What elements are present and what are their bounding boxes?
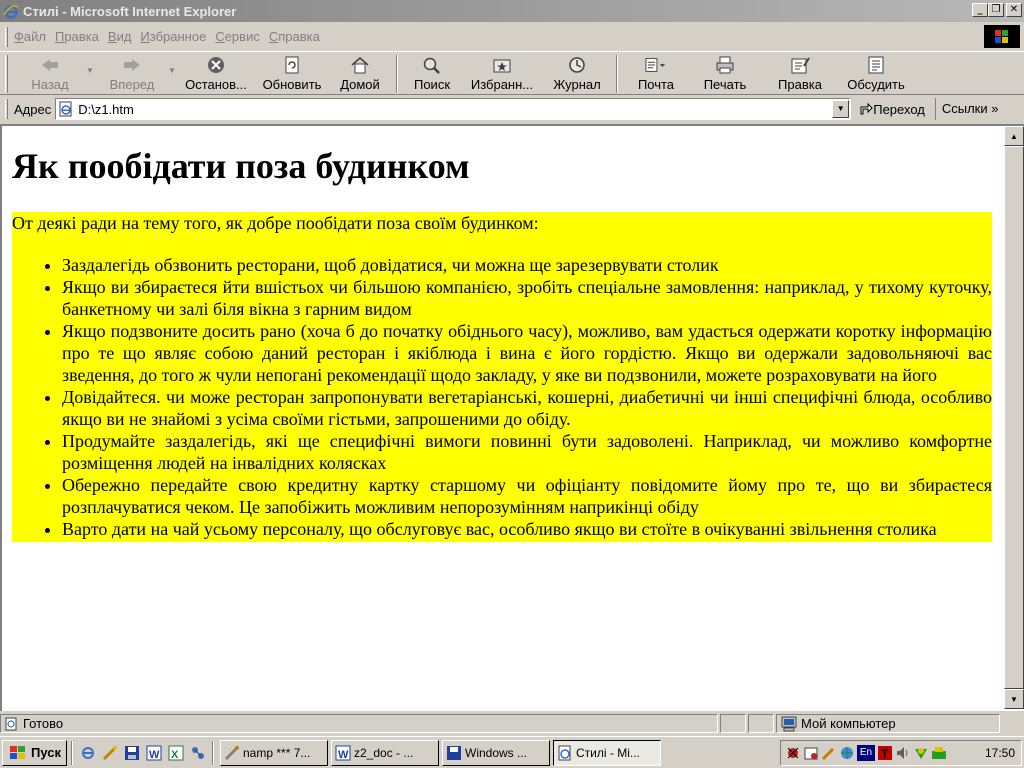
task-button-windows[interactable] <box>442 740 550 766</box>
address-bar <box>0 96 1024 122</box>
toolbar-separator <box>396 55 398 93</box>
task-label: Стилі - Mi... <box>576 745 640 760</box>
zone-pane <box>776 714 1000 733</box>
address-dropdown-icon[interactable]: ▼ <box>832 100 849 118</box>
status-pane <box>0 714 718 733</box>
language-label: En <box>859 747 873 758</box>
floppy-icon <box>446 745 462 761</box>
standard-toolbar <box>0 51 1024 95</box>
quicklaunch-excel-icon[interactable] <box>167 744 185 762</box>
svg-text:X: X <box>171 748 179 761</box>
close-button[interactable]: ✕ <box>1006 3 1022 17</box>
quicklaunch-ie-icon[interactable] <box>79 744 97 762</box>
scroll-down-icon[interactable]: ▼ <box>1004 689 1024 709</box>
address-grip[interactable] <box>5 99 8 119</box>
list-item: • Заздалегідь обзвонить ресторани, щоб довідатися, чи можна ще зарезервувати столик <box>62 254 992 276</box>
web-page <box>2 126 1002 709</box>
refresh-label: Обновить <box>262 77 322 92</box>
discuss-icon <box>865 55 887 75</box>
taskbar <box>0 736 1024 768</box>
task-label: z2_doc - ... <box>354 745 414 760</box>
ie-logo-icon <box>3 3 19 19</box>
go-label: Переход <box>873 101 925 117</box>
home-button[interactable] <box>330 52 390 94</box>
address-url: D:\z1.htm <box>78 101 134 117</box>
page-heading: Як пообідати поза будинком <box>12 146 470 186</box>
favorites-icon <box>491 55 513 75</box>
status-text: Готово <box>23 716 64 731</box>
menu-help[interactable]: Справка <box>268 29 320 44</box>
menu-view[interactable]: Вид <box>107 29 132 44</box>
my-computer-icon <box>780 716 798 732</box>
search-label: Поиск <box>413 77 451 92</box>
taskbar-separator <box>212 741 214 765</box>
start-label: Пуск <box>31 745 61 760</box>
go-button[interactable] <box>859 102 925 117</box>
window-title: Стилі - Microsoft Internet Explorer <box>23 3 237 19</box>
back-dropdown-icon[interactable]: ▼ <box>86 66 94 75</box>
tool-tray-icon[interactable] <box>821 745 837 761</box>
links-button[interactable]: Ссылки » <box>935 98 999 120</box>
tips-block <box>12 212 992 542</box>
list-item: • Якщо ви збираєтеся йти вшістьох чи більшою компанією, зробіть спеціальне замовлення: наприклад, у тихому куточку, банкетному чи залі біля вікна з гарним видом <box>62 276 992 320</box>
search-button[interactable] <box>404 52 460 94</box>
stop-icon <box>205 55 227 75</box>
task-label: Windows ... <box>465 745 528 760</box>
discuss-label: Обсудить <box>847 77 905 92</box>
toolbar-separator <box>616 55 618 93</box>
mail-icon <box>645 55 667 75</box>
windows-flag-icon <box>8 745 28 761</box>
printer-icon <box>714 55 736 75</box>
address-label: Адрес <box>14 101 52 117</box>
window-controls <box>972 3 1022 17</box>
quicklaunch-network-icon[interactable] <box>189 744 207 762</box>
list-item: • Продумайте заздалегідь, які ще специфічні вимоги повинні бути задоволені. Наприклад, чи можливо комфортне розміщення людей на інвалідних колясках <box>62 430 992 474</box>
forward-button[interactable] <box>96 52 168 94</box>
history-icon <box>566 55 588 75</box>
windows-logo-icon <box>984 25 1020 48</box>
menu-tools[interactable]: Сервис <box>215 29 260 44</box>
page-icon <box>58 101 74 117</box>
svg-text:W: W <box>149 748 160 761</box>
minimize-button[interactable]: _ <box>972 3 988 17</box>
print-button[interactable] <box>688 52 762 94</box>
home-label: Домой <box>340 77 380 92</box>
discuss-button[interactable] <box>838 52 914 94</box>
toolbar-grip[interactable] <box>5 55 8 93</box>
mail-button[interactable] <box>624 52 688 94</box>
menu-edit[interactable]: Правка <box>54 29 99 44</box>
red-t-icon[interactable] <box>877 745 893 761</box>
quicklaunch-disk-icon[interactable] <box>123 744 141 762</box>
task-button-word-doc[interactable] <box>331 740 439 766</box>
refresh-button[interactable] <box>254 52 330 94</box>
system-tray <box>780 740 1022 766</box>
tool-icon <box>224 745 240 761</box>
forward-dropdown-icon[interactable]: ▼ <box>168 66 176 75</box>
quicklaunch-word-icon[interactable] <box>145 744 163 762</box>
task-label: namp *** 7... <box>243 745 311 760</box>
menu-favorites[interactable]: Избранное <box>140 29 207 44</box>
forward-arrow-icon <box>121 55 143 75</box>
mail-label: Почта <box>637 77 675 92</box>
print-label: Печать <box>703 77 747 92</box>
status-pane-security <box>748 714 774 733</box>
network-tray-icon[interactable] <box>913 745 929 761</box>
back-arrow-icon <box>39 55 61 75</box>
language-indicator[interactable] <box>857 745 875 761</box>
forward-label: Вперед <box>109 77 155 92</box>
vertical-scrollbar[interactable] <box>1004 126 1024 709</box>
refresh-icon <box>281 55 303 75</box>
back-button[interactable] <box>14 52 86 94</box>
task-button-ie[interactable] <box>553 740 661 766</box>
taskbar-separator <box>71 741 73 765</box>
edit-icon <box>789 55 811 75</box>
list-item: • Варто дати на чай усьому персоналу, що обслуговує вас, особливо якщо ви стоїте в очікуванні звільнення столика <box>62 518 992 540</box>
globe-icon[interactable] <box>839 745 855 761</box>
menu-grip[interactable] <box>5 27 8 47</box>
search-icon <box>421 55 443 75</box>
menu-file[interactable]: Файл <box>14 29 46 44</box>
tips-list <box>12 254 992 540</box>
back-label: Назад <box>31 77 69 92</box>
scroll-up-icon[interactable]: ▲ <box>1004 126 1024 146</box>
stop-button[interactable] <box>178 52 254 94</box>
content-frame <box>0 124 1024 711</box>
scroll-thumb[interactable] <box>1004 146 1024 689</box>
antivirus-icon[interactable] <box>785 745 801 761</box>
volume-icon[interactable] <box>895 745 911 761</box>
edit-button[interactable] <box>762 52 838 94</box>
power-icon[interactable] <box>931 745 947 761</box>
page-status-icon <box>4 717 20 731</box>
list-item: • Якщо подзвоните досить рано (хоча б до початку обіднього часу), можливо, вам удасться одержати коротку інформацію про те що являє собою даний ресторан і якіблюда і вина є його гордістю. Якщо ви одержали задовольняючі вас зведення, до того ж чули непогані рекомендації щодо закладу, у яке ви подзвонили, можете розраховувати на його <box>62 320 992 386</box>
task-button-namp[interactable] <box>220 740 328 766</box>
word-doc-icon <box>335 745 351 761</box>
intro-text: От деякі ради на тему того, як добре пообідати поза своїм будинком: <box>12 213 539 233</box>
history-button[interactable] <box>544 52 610 94</box>
home-icon <box>349 55 371 75</box>
restore-button[interactable]: ❐ <box>988 3 1004 17</box>
quicklaunch-tool-icon[interactable] <box>101 744 119 762</box>
history-label: Журнал <box>553 77 601 92</box>
svg-text:T: T <box>881 747 889 761</box>
status-bar <box>0 713 1024 734</box>
address-input[interactable] <box>55 98 851 120</box>
status-pane-progress <box>720 714 746 733</box>
list-item: • Обережно передайте свою кредитну картку старшому чи офіціанту повідомите йому про те, що ви збираєтеся розплачуватися чеком. Це запобіжить можливим непорозумінням наприкінці обіду <box>62 474 992 518</box>
favorites-button[interactable] <box>460 52 544 94</box>
edit-label: Правка <box>778 77 822 92</box>
go-arrow-icon <box>859 102 873 116</box>
start-button[interactable] <box>2 740 67 766</box>
stop-label: Останов... <box>185 77 247 92</box>
favorites-label: Избранн... <box>470 77 534 92</box>
title-bar <box>0 0 1024 22</box>
scheduler-icon[interactable] <box>803 745 819 761</box>
svg-text:W: W <box>338 748 349 761</box>
ie-page-icon <box>557 745 573 761</box>
clock: 17:50 <box>984 746 1015 760</box>
list-item: • Довідайтеся. чи може ресторан запропонувати вегетаріанські, кошерні, диабетичні чи інші специфічні блюда, особливо якщо ви не знайомі з усіма своїми гістьми, запрошеними до обіду. <box>62 386 992 430</box>
zone-text: Мой компьютер <box>801 716 896 731</box>
menu-bar <box>0 24 1024 49</box>
